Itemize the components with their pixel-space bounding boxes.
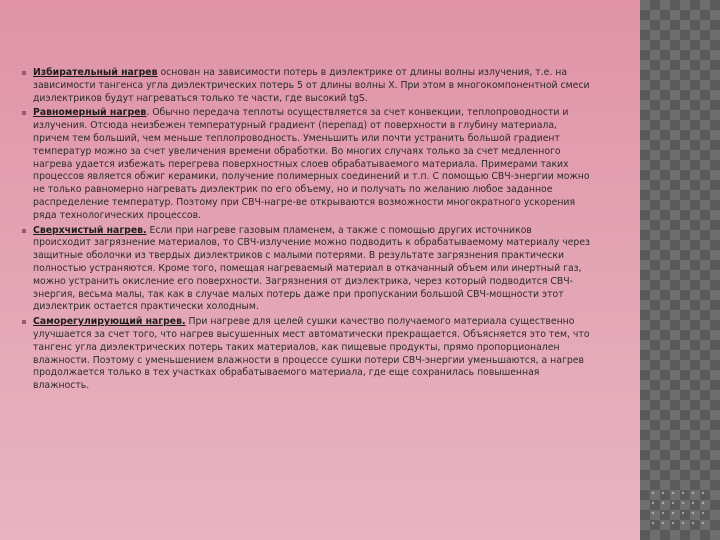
text-ultraclean-heating: Если при нагреве газовым пламенем, а также с помощью других источников происходит загрязнение материалов, то СВЧ-излучение можно подводить к обрабатываемому материалу через защитные оболочки из твердых диэлектриков с малыми потерями. В результате загрязнения практически полностью устраняются. Кроме того, помещая нагреваемый материал в откачанный объем или инертный газ, можно устранить окисление его поверхности. Загрязнения от диэлектрика, через который подводится СВЧ-энергия, весьма малы, так как в случае малых потерь даже при пропускании большой СВЧ-мощности этот диэлектрик остается практически холодным. [33, 224, 590, 313]
bullet-icon [22, 71, 26, 75]
bullet-item-selective-heating [22, 67, 592, 105]
term-ultraclean-heating: Сверхчистый нагрев. [33, 224, 147, 236]
sidebar-dot-pattern [648, 488, 712, 528]
text-self-regulating-heating: При нагреве для целей сушки качество получаемого материала существенно улучшается за счет того, что нагрев высушенных мест автоматически прекращается. Объясняется это тем, что тангенс угла диэлектрических потерь таких материалов, как пищевые продукты, прямо пропорционален влажности. Поэтому с уменьшением влажности в процессе сушки потери СВЧ-энергии уменьшаются, а нагрев продолжается только в тех участках обрабатываемого материала, где еще сохранилась повышенная влажность. [33, 316, 590, 392]
term-selective-heating: Избирательный нагрев [33, 67, 158, 78]
bullet-item-uniform-heating [22, 107, 592, 222]
slide-body [22, 67, 592, 395]
bullet-icon [22, 229, 26, 233]
bullet-item-self-regulating-heating [22, 316, 592, 393]
term-self-regulating-heating: Саморегулирующий нагрев. [33, 316, 186, 328]
bullet-item-ultraclean-heating [22, 225, 592, 315]
bullet-icon [22, 320, 26, 324]
term-uniform-heating: Равномерный нагрев [33, 107, 147, 119]
text-uniform-heating: . Обычно передача теплоты осуществляется за счет конвекции, теплопроводности и излучения. Отсюда неизбежен температурный градиент (перепад) от поверхности в глубину материала, причем тем больший, чем меньше теплопроводность. Уменьшить или почти устранить большой градиент температур можно за счет увеличения времени обработки. Во многих случаях только за счет медленного нагрева удается избежать перегрева поверхностных слоев обрабатываемого материала. Примерами таких процессов является обжиг керамики, получение полимерных соединений и т.п. С помощью СВЧ-энергии можно не только равномерно нагревать диэлектрик по его объему, но и получать по желанию любое заданное распределение температур. Поэтому при СВЧ-нагре-ве открываются возможности многократного ускорения ряда технологических процессов. [33, 107, 590, 221]
decorative-sidebar [640, 0, 720, 540]
text-selective-heating: основан на зависимости потерь в диэлектрике от длины волны излучения, т.е. на зависимости тангенса угла диэлектрических потерь 5 от длины волны Х. При этом в многокомпонентной смеси диэлектриков будут нагреваться только те части, где высокий tgS. [33, 67, 590, 104]
bullet-icon [22, 111, 26, 115]
